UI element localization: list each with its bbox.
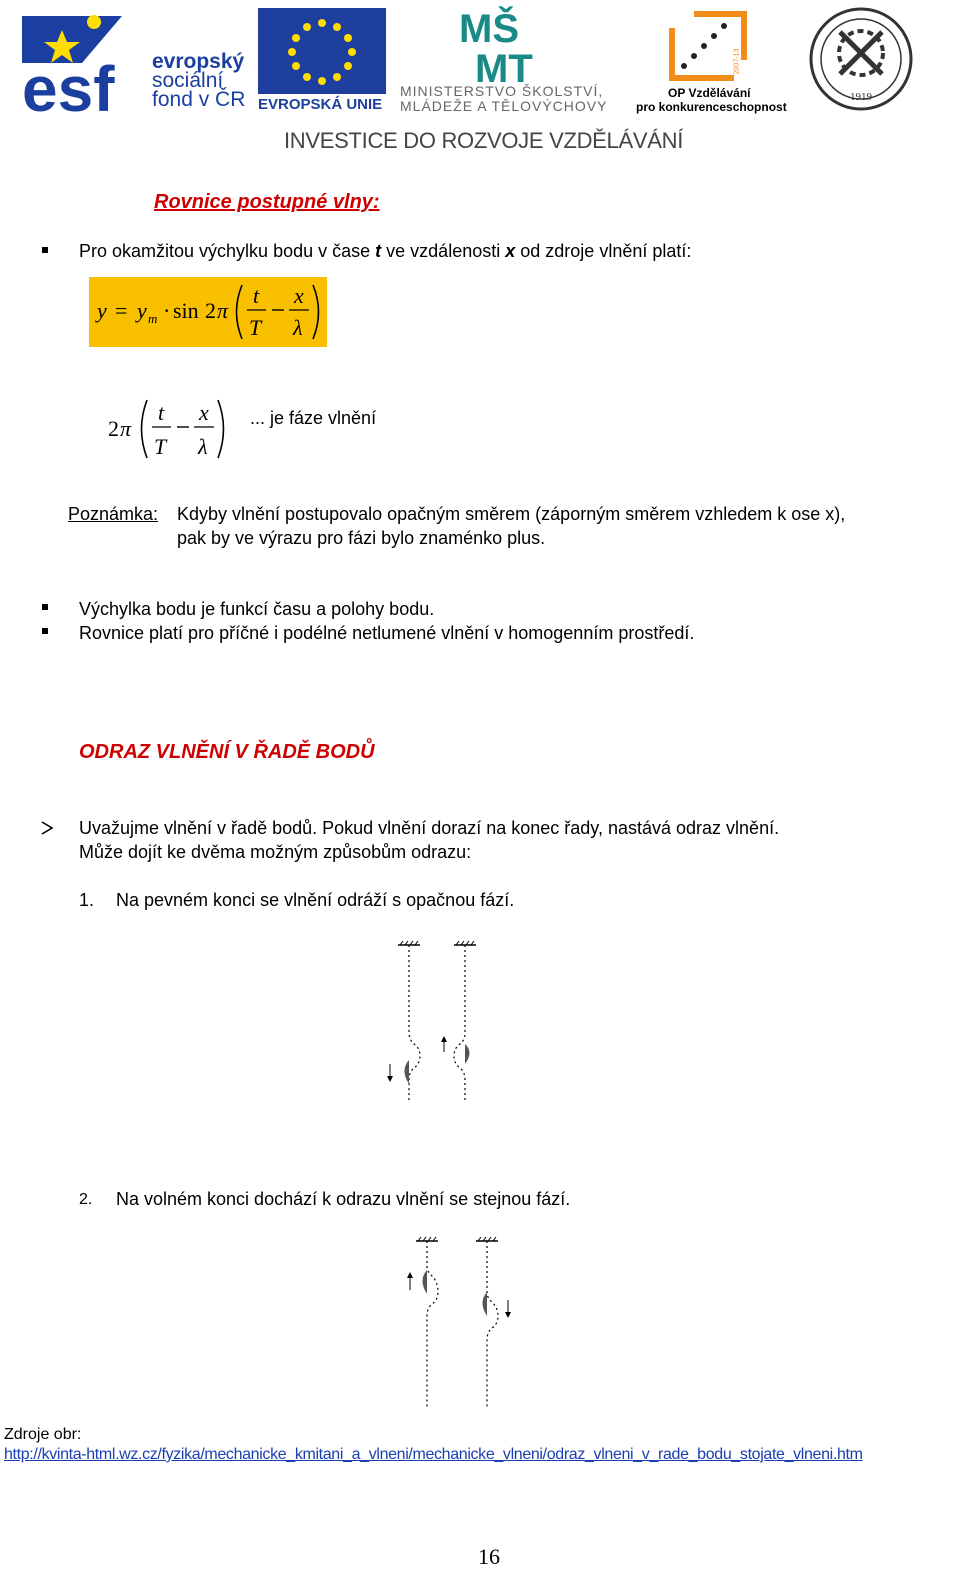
item-2-number: 2. xyxy=(79,1191,93,1208)
item-2-text: Na volném konci dochází k odrazu vlnění se stejnou fází. xyxy=(116,1189,571,1209)
school-seal xyxy=(808,6,914,112)
fixed-end-reflection-diagram xyxy=(380,940,490,1110)
esf-line2: sociální xyxy=(152,69,224,92)
eu-label: EVROPSKÁ UNIE xyxy=(258,96,383,113)
esf-text xyxy=(152,52,245,109)
bullet-text-instantaneous-displacement: Pro okamžitou výchylku bodu v čase t ve vzdálenosti x od zdroje vlnění platí: xyxy=(79,241,692,261)
msmt-text xyxy=(400,84,607,114)
svg-text:x: x xyxy=(199,400,209,425)
svg-text:π: π xyxy=(217,298,229,323)
eu-flag xyxy=(258,8,386,94)
msmt-line2: MLÁDEŽE A TĚLOVÝCHOVY xyxy=(400,98,608,114)
note-line-1: Kdyby vlnění postupovalo opačným směrem (záporným směrem vzhledem k ose x), xyxy=(177,504,846,524)
svg-text:2: 2 xyxy=(205,298,216,323)
arrow-bullet-icon xyxy=(40,820,54,841)
wave-equation-formula xyxy=(89,277,327,347)
svg-text:t: t xyxy=(158,400,165,425)
bullet-text-validity: Rovnice platí pro příčné i podélné netlumené vlnění v homogenním prostředí. xyxy=(79,623,695,643)
bullet-marker xyxy=(42,247,48,253)
arrow-text-line-1: Uvažujme vlnění v řadě bodů. Pokud vlnění dorazí na konec řady, nastává odraz vlnění. xyxy=(79,818,780,838)
svg-text:T: T xyxy=(249,315,262,340)
svg-text:λ: λ xyxy=(293,315,303,340)
svg-text:MT: MT xyxy=(475,47,533,84)
note-label: Poznámka: xyxy=(68,504,159,524)
svg-text:t: t xyxy=(253,283,260,308)
svg-text:y: y xyxy=(97,298,107,323)
op-text xyxy=(636,86,787,114)
bullet-text-function: Výchylka bodu je funkcí času a polohy bodu. xyxy=(79,599,435,619)
msmt-line1: MINISTERSTVO ŠKOLSTVÍ, xyxy=(400,83,604,99)
page-number: 16 xyxy=(478,1544,500,1569)
seal-year: 1919 xyxy=(850,91,872,103)
msmt-logo xyxy=(455,4,575,84)
svg-text:x: x xyxy=(294,283,304,308)
note-line-2: pak by ve výrazu pro fázi bylo znaménko plus. xyxy=(177,528,546,548)
op-line2: pro konkurenceschopnost xyxy=(636,100,787,114)
phase-formula xyxy=(104,396,232,462)
sources-label: Zdroje obr: xyxy=(4,1426,82,1443)
bullet-marker xyxy=(42,628,48,634)
phase-formula-graphic xyxy=(104,396,232,462)
op-logo-icon xyxy=(664,8,754,88)
svg-text:T: T xyxy=(154,434,167,459)
svg-text:=: = xyxy=(115,298,128,323)
formula-box xyxy=(89,277,327,347)
item-1-text: Na pevném konci se vlnění odráží s opačnou fází. xyxy=(116,890,515,910)
bullet-marker xyxy=(42,604,48,610)
item-1-number: 1. xyxy=(79,890,95,910)
svg-text:·: · xyxy=(163,298,171,323)
section-title-progressive-wave: Rovnice postupné vlny: xyxy=(154,191,380,213)
free-end-reflection-diagram xyxy=(398,1236,518,1416)
svg-text:π: π xyxy=(120,416,132,441)
svg-text:m: m xyxy=(148,311,158,326)
esf-line1: evropský xyxy=(152,50,245,73)
slogan: INVESTICE DO ROZVOJE VZDĚLÁVÁNÍ xyxy=(284,128,684,153)
section-title-reflection: ODRAZ VLNĚNÍ V ŘADĚ BODŮ xyxy=(79,741,375,763)
msmt-monogram-icon xyxy=(455,4,575,84)
svg-text:y: y xyxy=(137,298,147,323)
seal-icon xyxy=(808,6,914,112)
eu-stars-icon xyxy=(258,8,386,94)
op-line1: OP Vzdělávání xyxy=(668,86,751,100)
op-logo xyxy=(664,8,754,88)
op-years: 2007-13 xyxy=(733,48,741,75)
arrow-text-line-2: Může dojít ke dvěma možným způsobům odrazu: xyxy=(79,842,472,862)
svg-text:sin: sin xyxy=(173,298,199,323)
esf-line3: fond v ČR xyxy=(152,88,246,111)
svg-text:esf: esf xyxy=(22,53,115,118)
sources-link[interactable]: http://kvinta-html.wz.cz/fyzika/mechanicke_kmitani_a_vlneni/mechanicke_vlneni/odraz_vlneni_v_rade_bodu_stojate_vlneni.htm xyxy=(4,1446,863,1463)
phase-note: ... je fáze vlnění xyxy=(250,408,377,428)
svg-text:λ: λ xyxy=(198,434,208,459)
svg-text:MŠ: MŠ xyxy=(459,7,519,51)
svg-text:2: 2 xyxy=(108,416,119,441)
